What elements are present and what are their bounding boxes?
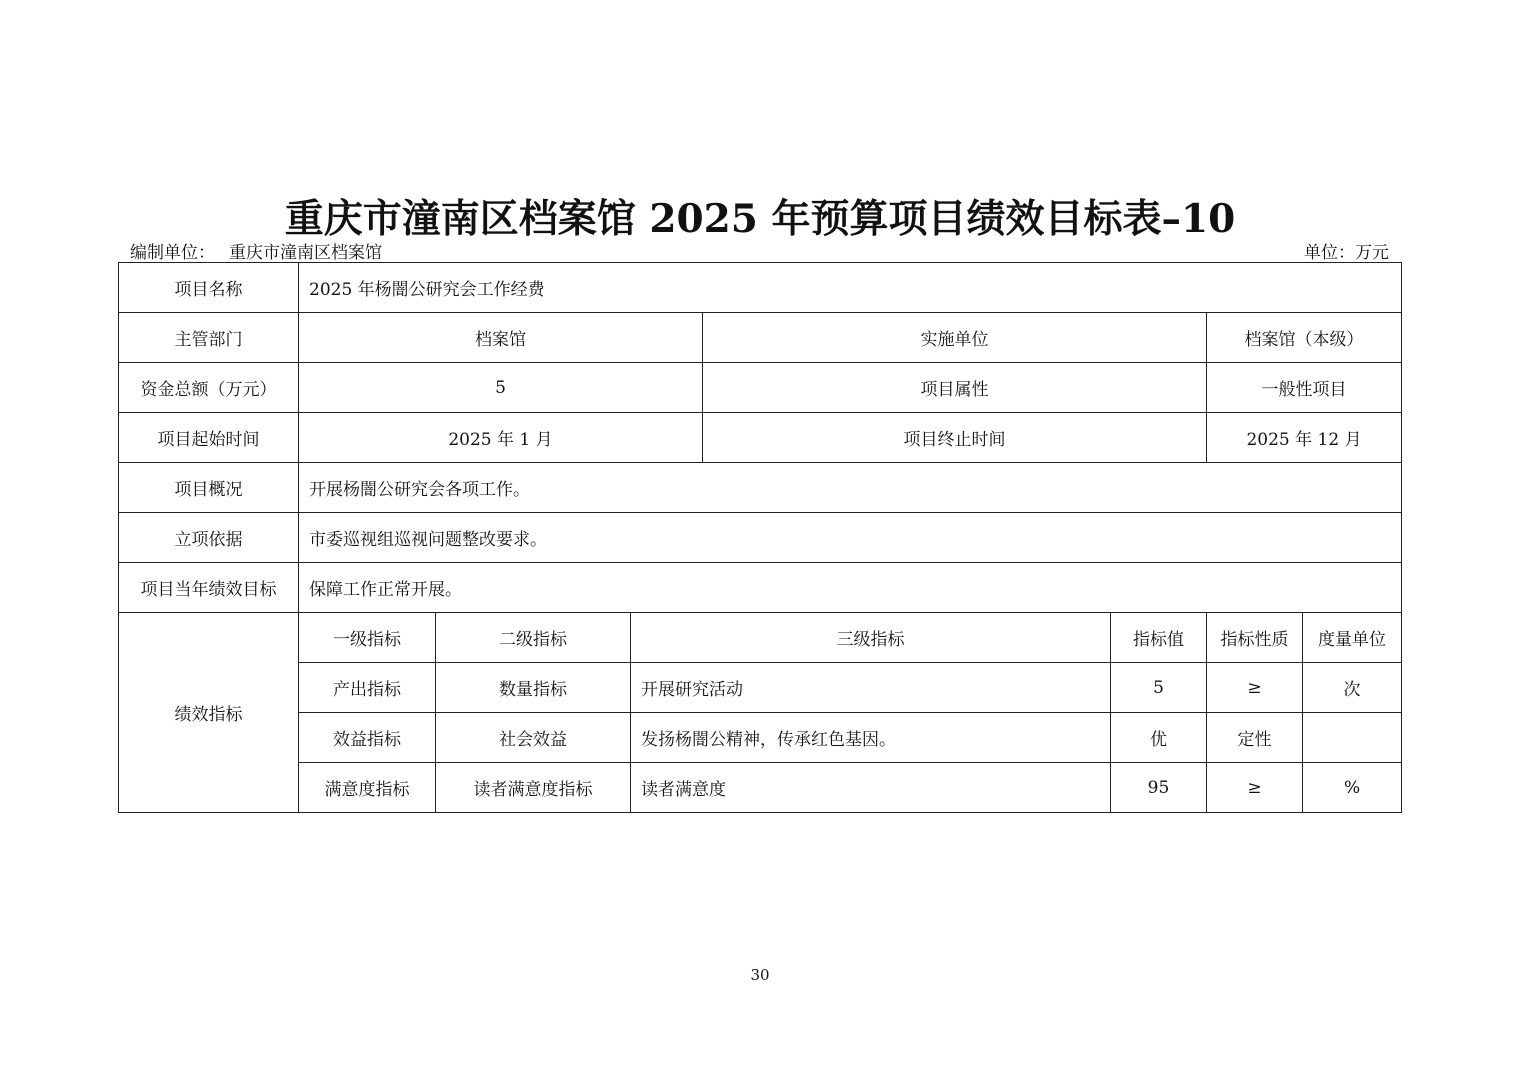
indicator-row: [119, 763, 1402, 813]
compiler-info: [130, 238, 382, 263]
unit-label: 单位：万元: [1304, 243, 1389, 263]
performance-table: [118, 262, 1402, 813]
end-value: 2025 年 12 月: [1207, 413, 1402, 463]
fund-label: 资金总额（万元）: [119, 363, 299, 413]
attr-value: 一般性项目: [1207, 363, 1402, 413]
indicator-unit: [1303, 713, 1402, 763]
indicator-nature: ≥: [1207, 763, 1303, 813]
table-row: [119, 513, 1402, 563]
page-number: 30: [750, 966, 770, 984]
table-row: [119, 363, 1402, 413]
end-label: 项目终止时间: [703, 413, 1207, 463]
table-row: [119, 313, 1402, 363]
indicator-value: 95: [1111, 763, 1207, 813]
dept-label: 主管部门: [119, 313, 299, 363]
indicator-level2: 社会效益: [436, 713, 631, 763]
indicator-row: [119, 663, 1402, 713]
table-row: [119, 413, 1402, 463]
overview-label: 项目概况: [119, 463, 299, 513]
attr-label: 项目属性: [703, 363, 1207, 413]
compiler-label: 编制单位：: [130, 243, 215, 263]
project-name-value: 2025 年杨闇公研究会工作经费: [299, 263, 1402, 313]
overview-value: 开展杨闇公研究会各项工作。: [299, 463, 1402, 513]
indicator-nature: ≥: [1207, 663, 1303, 713]
indicator-level1: 满意度指标: [299, 763, 436, 813]
indicator-unit: 次: [1303, 663, 1402, 713]
basis-value: 市委巡视组巡视问题整改要求。: [299, 513, 1402, 563]
header-unit: 度量单位: [1303, 613, 1402, 663]
goal-value: 保障工作正常开展。: [299, 563, 1402, 613]
indicator-row: [119, 713, 1402, 763]
impl-unit-label: 实施单位: [703, 313, 1207, 363]
indicators-label: 绩效指标: [119, 613, 299, 813]
indicator-level2: 读者满意度指标: [436, 763, 631, 813]
dept-value: 档案馆: [299, 313, 703, 363]
indicator-level1: 效益指标: [299, 713, 436, 763]
header-nature: 指标性质: [1207, 613, 1303, 663]
header-level3: 三级指标: [631, 613, 1111, 663]
indicator-unit: %: [1303, 763, 1402, 813]
header-level2: 二级指标: [436, 613, 631, 663]
header-level1: 一级指标: [299, 613, 436, 663]
project-name-label: 项目名称: [119, 263, 299, 313]
indicator-nature: 定性: [1207, 713, 1303, 763]
compiler-value: 重庆市潼南区档案馆: [229, 243, 382, 263]
start-value: 2025 年 1 月: [299, 413, 703, 463]
indicator-level1: 产出指标: [299, 663, 436, 713]
indicator-level3: 开展研究活动: [631, 663, 1111, 713]
goal-label: 项目当年绩效目标: [119, 563, 299, 613]
fund-value: 5: [299, 363, 703, 413]
indicator-value: 优: [1111, 713, 1207, 763]
indicator-level2: 数量指标: [436, 663, 631, 713]
table-row: [119, 463, 1402, 513]
table-row: [119, 563, 1402, 613]
indicator-header-row: [119, 613, 1402, 663]
table-row: [119, 263, 1402, 313]
header-value: 指标值: [1111, 613, 1207, 663]
indicator-level3: 读者满意度: [631, 763, 1111, 813]
impl-unit-value: 档案馆（本级）: [1207, 313, 1402, 363]
page-title: 重庆市潼南区档案馆 2025 年预算项目绩效目标表–10: [284, 196, 1236, 242]
indicator-value: 5: [1111, 663, 1207, 713]
basis-label: 立项依据: [119, 513, 299, 563]
indicator-level3: 发扬杨闇公精神，传承红色基因。: [631, 713, 1111, 763]
start-label: 项目起始时间: [119, 413, 299, 463]
